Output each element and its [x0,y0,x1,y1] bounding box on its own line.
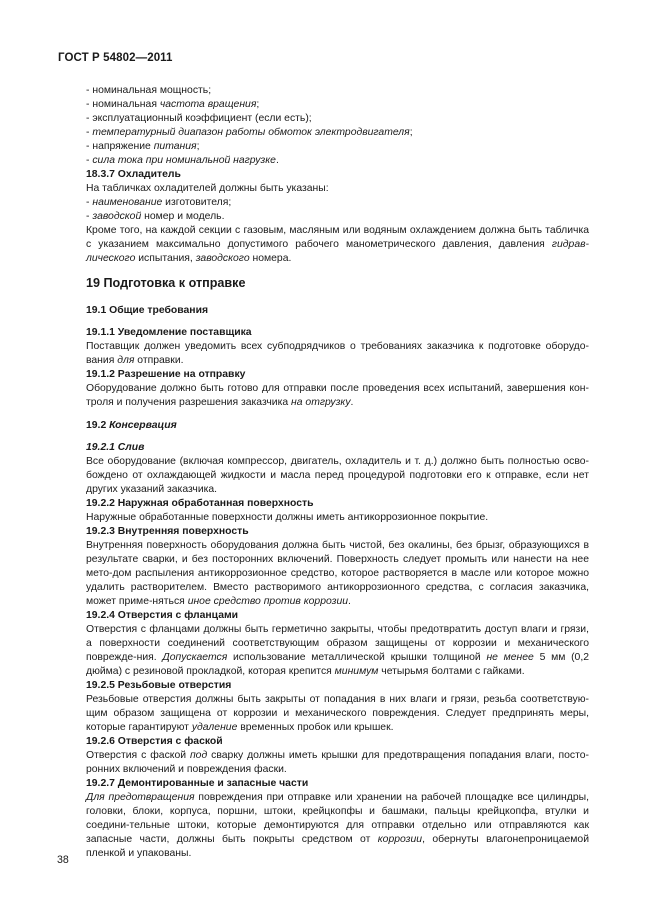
paragraph: Отверстия с фланцами должны быть герметично закрыты, чтобы предотвратить доступ влаги и грязи, а поверхности соединений соответствующим образом защищены от коррозии и механического поврежде-ния. Допускается использование металлической крышки толщиной не менее 5 мм (0,2 дюйма) с резиновой прокладкой, которая крепится минимум четырьмя болтами с гайками. [86,624,589,677]
paragraph: Кроме того, на каждой секции с газовым, масляным или водяным охлаждением должна быть табличка с указанием максимально допустимого рабочего манометрического давления, давления гидрав-лического испытания, заводского номера. [86,225,589,264]
paragraph: Оборудование должно быть готово для отправки после проведения всех испытаний, завершения кон-троля и получения разрешения заказчика на отгрузку. [86,383,589,408]
paragraph: Наружные обработанные поверхности должны иметь антикоррозионное покрытие. [86,512,489,523]
section-19-title: 19 Подготовка к отправке [86,276,246,290]
document-body [86,84,589,861]
paragraph: Внутренняя поверхность оборудования должна быть чистой, без окалины, без брызг, образующихся в результате сварки, и без посторонних включений. Поверхность следует промыть или нанести на нее мето-дом распыления антикоррозионное средство, которое растворяется в масле или которое можно удалить растворителем. Вместо растворимого антикоррозионного средства, с согласия заказчика, может приме-няться иное средство против коррозии. [86,540,589,607]
paragraph: Для предотвращения повреждения при отправке или хранении на рабочей площадке все цилиндры, головки, блоки, корпуса, поршни, штоки, крейцкопфы и башмаки, пальцы крейцкопфа, втулки и соедини-тельные штоки, которые демонтируются для отправки отдельно или отправляются как запасные части, должны быть покрыты средством от коррозии, обернуты влагонепроницаемой пленкой и упакованы. [86,792,590,859]
document-header: ГОСТ Р 54802—2011 [58,52,173,64]
parameter-list [86,84,589,168]
list-item: - температурный диапазон работы обмоток электродвигателя; [86,127,413,138]
list-item: - сила тока при номинальной нагрузке. [86,155,279,166]
section-19-2-title: 19.2 Консервация [86,420,177,431]
section-19-2-5-title: 19.2.5 Резьбовые отверстия [86,680,232,691]
list-item: - номинальная частота вращения; [86,99,260,110]
section-19-2-1-title: 19.2.1 Слив [86,442,145,453]
list-item: - эксплуатационный коэффициент (если есть); [86,113,312,124]
list-item: - напряжение питания; [86,141,200,152]
paragraph: Поставщик должен уведомить всех субподрядчиков о требованиях заказчика к подготовке оборудо-вания для отправки. [86,341,589,366]
section-19-1-2-title: 19.1.2 Разрешение на отправку [86,369,246,380]
list-item: - номинальная мощность; [86,85,212,96]
page-number: 38 [57,854,69,866]
section-19-1-title: 19.1 Общие требования [86,305,209,316]
list-item: - заводской номер и модель. [86,211,225,222]
section-19-2-3-title: 19.2.3 Внутренняя поверхность [86,526,249,537]
section-19-2-4-title: 19.2.4 Отверстия с фланцами [86,610,239,621]
section-19-2-6-title: 19.2.6 Отверстия с фаской [86,736,223,747]
paragraph: На табличках охладителей должны быть указаны: [86,183,329,194]
paragraph: Резьбовые отверстия должны быть закрыты от попадания в них влаги и грязи, резьба соответствую-щим образом защищена от коррозии и механического повреждения. Следует предпринять меры, которые гарантируют удаление временных пробок или крышек. [86,694,589,733]
paragraph: Все оборудование (включая компрессор, двигатель, охладитель и т. д.) должно быть полностью осво-бождено от охлаждающей жидкости и масла перед процедурой подготовки его к отправке, если нет других указаний заказчика. [86,456,589,495]
section-19-2-7-title: 19.2.7 Демонтированные и запасные части [86,778,309,789]
section-19-1-1-title: 19.1.1 Уведомление поставщика [86,327,252,338]
section-18-3-7-title: 18.3.7 Охладитель [86,169,181,180]
section-19-2-2-title: 19.2.2 Наружная обработанная поверхность [86,498,314,509]
list-item: - наименование изготовителя; [86,197,232,208]
paragraph: Отверстия с фаской под сварку должны иметь крышки для предотвращения попадания влаги, посто-ронних включений и повреждения фаски. [86,750,589,775]
